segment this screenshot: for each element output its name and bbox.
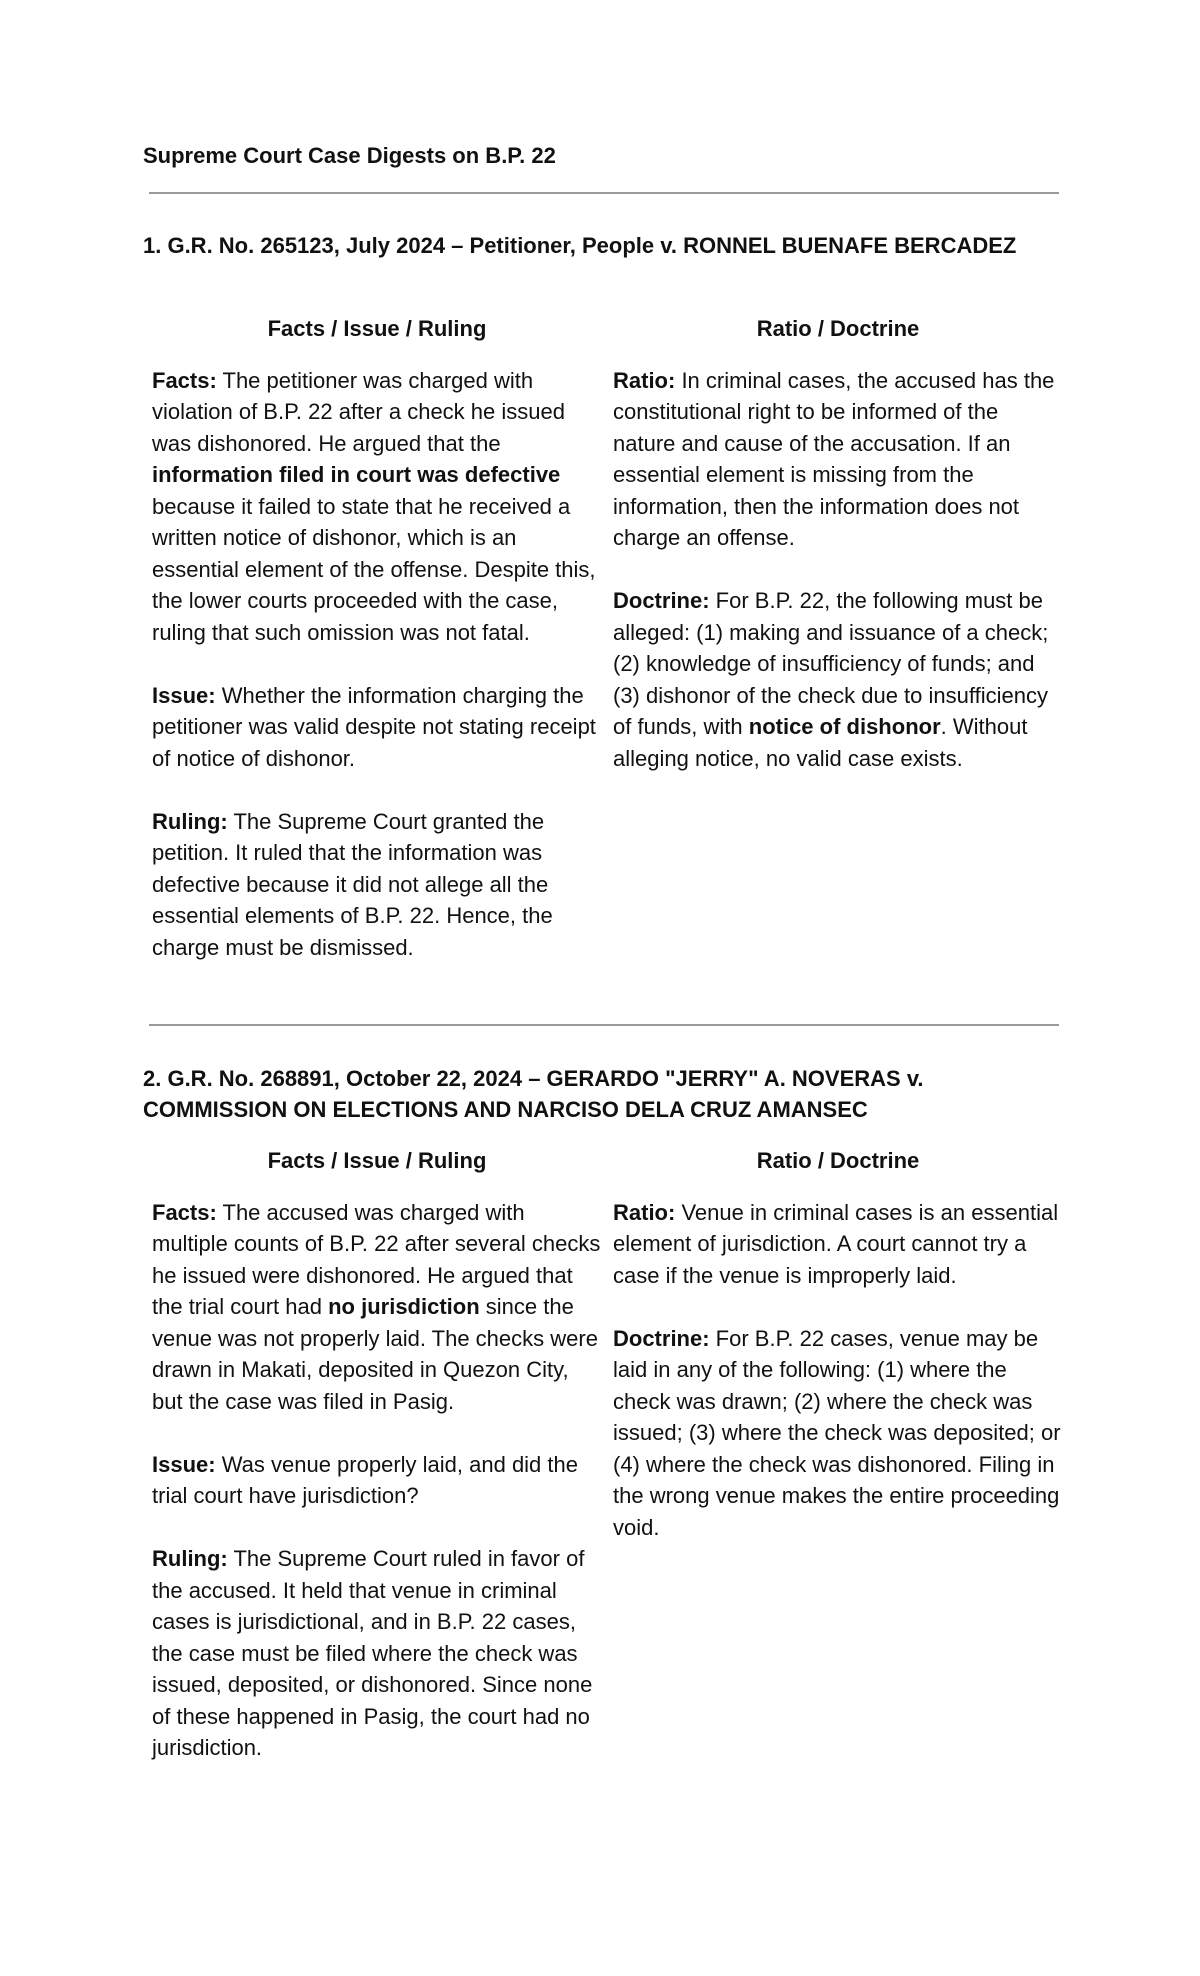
doctrine-text-cont: . Without alleging notice, no valid case exists. <box>613 714 1028 771</box>
facts-label: Facts: <box>152 1199 217 1225</box>
case-2-issue <box>152 1449 602 1512</box>
ratio-label: Ratio: <box>613 1199 676 1225</box>
ruling-label: Ruling: <box>152 808 228 834</box>
facts-emphasis: no jurisdiction <box>328 1294 480 1319</box>
ruling-text: The Supreme Court granted the petition. It ruled that the information was defective because it did not allege all the essential elements of B.P. 22. Hence, the charge must be dismissed. <box>152 808 553 960</box>
document-title: Supreme Court Case Digests on B.P. 22 <box>143 143 556 168</box>
case-2-doctrine <box>613 1323 1063 1544</box>
issue-label: Issue: <box>152 1451 216 1477</box>
case-2-right-column <box>613 1145 1063 1543</box>
issue-text: Whether the information charging the petitioner was valid despite not stating receipt of notice of dishonor. <box>152 682 596 771</box>
case-2-facts <box>152 1197 602 1418</box>
doctrine-label: Doctrine: <box>613 588 710 613</box>
facts-text: The petitioner was charged with violation of B.P. 22 after a check he issued was dishonored. He argued that the <box>152 367 565 456</box>
doctrine-text: For B.P. 22 cases, venue may be laid in any of the following: (1) where the check was drawn; (2) where the check was issued; (3) where the check was deposited; or (4) where the check was dishonored. Filing in the wrong venue makes the entire proceeding void. <box>613 1325 1061 1540</box>
case-2-right-header: Ratio / Doctrine <box>756 1148 920 1173</box>
ratio-text: Venue in criminal cases is an essential element of jurisdiction. A court cannot try a case if the venue is improperly laid. <box>613 1199 1059 1288</box>
ruling-label: Ruling: <box>152 1546 228 1571</box>
case-1-left-header: Facts / Issue / Ruling <box>267 316 487 341</box>
case-1-right-column <box>613 313 1063 774</box>
issue-label: Issue: <box>152 682 216 708</box>
facts-text-cont: since the venue was not properly laid. The checks were drawn in Makati, deposited in Quezon City, but the case was filed in Pasig. <box>152 1294 598 1414</box>
ruling-text: The Supreme Court ruled in favor of the accused. It held that venue in criminal cases is jurisdictional, and in B.P. 22 cases, the case must be filed where the check was issued, deposited, or dishonored. Since none of these happened in Pasig, the court had no jurisdiction. <box>152 1546 593 1760</box>
ratio-label: Ratio: <box>613 367 676 393</box>
issue-text: Was venue properly laid, and did the trial court have jurisdiction? <box>152 1451 578 1508</box>
case-1-right-header: Ratio / Doctrine <box>756 316 920 341</box>
facts-label: Facts: <box>152 367 217 393</box>
case-1-heading: 1. G.R. No. 265123, July 2024 – Petitioner, People v. RONNEL BUENAFE BERCADEZ <box>143 233 1017 258</box>
doctrine-label: Doctrine: <box>613 1325 710 1351</box>
case-2-ruling <box>152 1543 602 1764</box>
ratio-text: In criminal cases, the accused has the constitutional right to be informed of the nature and cause of the accusation. If an essential element is missing from the information, then the information does not charge an offense. <box>613 367 1055 550</box>
case-1-doctrine <box>613 585 1063 774</box>
case-2-heading: 2. G.R. No. 268891, October 22, 2024 – GERARDO "JERRY" A. NOVERAS v. COMMISSION ON ELECTIONS AND NARCISO DELA CRUZ AMANSEC <box>143 1066 924 1122</box>
facts-emphasis: information filed in court was defective <box>152 462 561 487</box>
case-1-issue <box>152 680 602 775</box>
case-1-ratio <box>613 365 1063 554</box>
case-1-facts <box>152 365 602 649</box>
case-2-left-header: Facts / Issue / Ruling <box>267 1148 487 1173</box>
case-1-left-column <box>152 313 602 963</box>
facts-text-cont: because it failed to state that he received a written notice of dishonor, which is an essential element of the offense. Despite this, the lower courts proceeded with the case, ruling that such omission was not fatal. <box>152 493 596 645</box>
doctrine-emphasis: notice of dishonor <box>748 714 941 739</box>
doctrine-text: For B.P. 22, the following must be alleged: (1) making and issuance of a check; (2) knowledge of insufficiency of funds; and (3) dishonor of the check due to insufficiency of funds, with <box>613 588 1049 739</box>
case-1-ruling <box>152 806 602 964</box>
case-2-left-column <box>152 1145 602 1764</box>
facts-text: The accused was charged with multiple counts of B.P. 22 after several checks he issued were dishonored. He argued that the trial court had <box>152 1199 601 1319</box>
divider-middle <box>149 1024 1059 1026</box>
divider-top <box>149 192 1059 194</box>
case-2-ratio <box>613 1197 1063 1292</box>
